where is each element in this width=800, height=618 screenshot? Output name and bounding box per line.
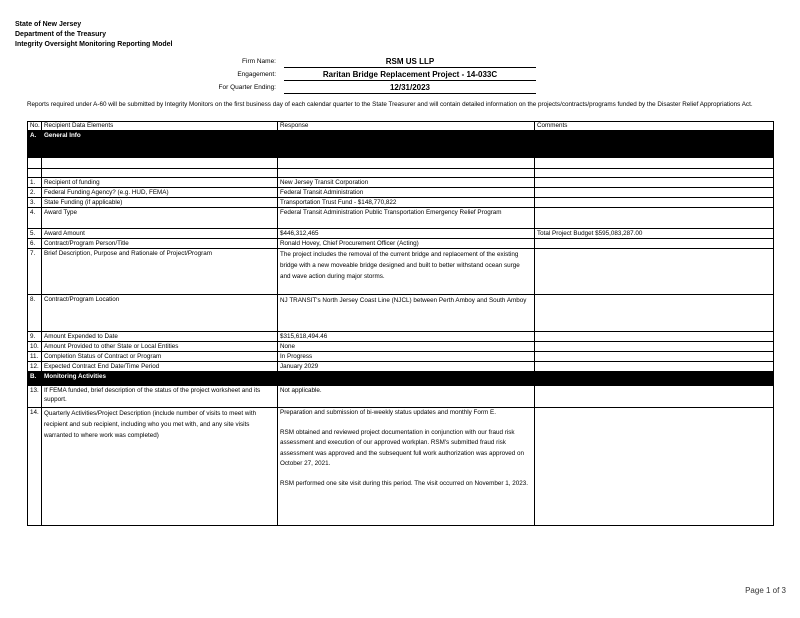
- report-table: [27, 121, 774, 526]
- row-response: None: [278, 342, 535, 352]
- row-element: Contract/Program Location: [42, 295, 278, 332]
- row-element: Recipient of funding: [42, 178, 278, 188]
- table-row: [28, 188, 774, 198]
- row-comment: [535, 332, 774, 342]
- section-a-letter: A.: [28, 131, 42, 158]
- row-element: Quarterly Activities/Project Description (include number of visits to meet with recipient and sub recipient, including who you met with, and any site visits warranted to where work was completed): [42, 408, 278, 526]
- table-row: [28, 386, 774, 408]
- engagement-row: [200, 68, 536, 81]
- document-header: [15, 20, 173, 50]
- row-element: Expected Contract End Date/Time Period: [42, 362, 278, 372]
- row-comment: [535, 295, 774, 332]
- row-response: NJ TRANSIT's North Jersey Coast Line (NJCL) between Perth Amboy and South Amboy: [278, 295, 535, 332]
- table-row: [28, 198, 774, 208]
- row-element: Amount Provided to other State or Local Entities: [42, 342, 278, 352]
- row-response: Federal Transit Administration: [278, 188, 535, 198]
- quarter-label: For Quarter Ending:: [218, 84, 276, 91]
- column-header-row: [28, 122, 774, 131]
- row-response: New Jersey Transit Corporation: [278, 178, 535, 188]
- row-comment: [535, 408, 774, 526]
- row-element: Amount Expended to Date: [42, 332, 278, 342]
- row-comment: [535, 239, 774, 249]
- row-number: 6.: [28, 239, 42, 249]
- row-response: Ronald Hovey, Chief Procurement Officer (Acting): [278, 239, 535, 249]
- table-row: [28, 352, 774, 362]
- blank-row: [28, 169, 774, 178]
- row-number: 13.: [28, 386, 42, 408]
- row-element: Federal Funding Agency? (e.g. HUD, FEMA): [42, 188, 278, 198]
- firm-name-value: RSM US LLP: [284, 56, 536, 68]
- row-number: 7.: [28, 249, 42, 295]
- col-comments-header: Comments: [535, 122, 774, 131]
- section-a-row: [28, 131, 774, 158]
- row-response: [278, 408, 535, 526]
- section-b-row: [28, 372, 774, 386]
- row-number: 11.: [28, 352, 42, 362]
- row-response: January 2029: [278, 362, 535, 372]
- row-number: 5.: [28, 229, 42, 239]
- row-comment: [535, 249, 774, 295]
- row-element: Completion Status of Contract or Program: [42, 352, 278, 362]
- row-number: 2.: [28, 188, 42, 198]
- row-comment: [535, 208, 774, 229]
- section-b-letter: B.: [28, 372, 42, 386]
- firm-name-row: [200, 55, 536, 68]
- row-number: 1.: [28, 178, 42, 188]
- row-element: Contract/Program Person/Title: [42, 239, 278, 249]
- row-number: 4.: [28, 208, 42, 229]
- row-response: Federal Transit Administration Public Transportation Emergency Relief Program: [278, 208, 535, 229]
- table-row: [28, 342, 774, 352]
- row-response: $315,618,494.46: [278, 332, 535, 342]
- engagement-label: Engagement:: [237, 71, 276, 78]
- row-response: Transportation Trust Fund - $148,770,822: [278, 198, 535, 208]
- response-paragraph: Preparation and submission of bi-weekly status updates and monthly Form E.: [280, 409, 496, 416]
- header-state: State of New Jersey: [15, 21, 82, 28]
- row-response: $446,312,465: [278, 229, 535, 239]
- row-number: 10.: [28, 342, 42, 352]
- row-comment: [535, 342, 774, 352]
- col-elements-header: Recipient Data Elements: [42, 122, 278, 131]
- table-row: [28, 229, 774, 239]
- table-row: [28, 239, 774, 249]
- row-response: The project includes the removal of the current bridge and replacement of the existing bridge with a new moveable bridge designed and built to better withstand ocean surge and wave action during major storms.: [278, 249, 535, 295]
- table-row: [28, 295, 774, 332]
- row-response: In Progress: [278, 352, 535, 362]
- section-a-title: General Info: [42, 131, 774, 158]
- intro-paragraph: Reports required under A-60 will be submitted by Integrity Monitors on the first business day of each calendar quarter to the State Treasurer and will contain detailed information on the projects/contracts/programs funded by the Disaster Relief Appropriations Act.: [27, 101, 753, 108]
- row-element: Brief Description, Purpose and Rationale of Project/Program: [42, 249, 278, 295]
- row-comment: [535, 362, 774, 372]
- quarter-value: 12/31/2023: [284, 82, 536, 94]
- col-no-header: No.: [28, 122, 42, 131]
- page-number: Page 1 of 3: [745, 586, 786, 595]
- col-response-header: Response: [278, 122, 535, 131]
- row-comment: [535, 198, 774, 208]
- table-row: [28, 362, 774, 372]
- table-row: [28, 208, 774, 229]
- table-row: [28, 408, 774, 526]
- table-row: [28, 249, 774, 295]
- row-number: 8.: [28, 295, 42, 332]
- header-department: Department of the Treasury: [15, 31, 107, 38]
- firm-name-label: Firm Name:: [242, 58, 276, 65]
- row-comment: Total Project Budget $595,083,287.00: [535, 229, 774, 239]
- row-comment: [535, 386, 774, 408]
- table-row: [28, 332, 774, 342]
- row-number: 9.: [28, 332, 42, 342]
- header-model: Integrity Oversight Monitoring Reporting Model: [15, 41, 173, 48]
- engagement-value: Raritan Bridge Replacement Project - 14-033C: [284, 69, 536, 81]
- table-row: [28, 178, 774, 188]
- response-paragraph: RSM obtained and reviewed project documentation in conjunction with our fraud risk assessment and execution of our approved workplan. RSM's submitted fraud risk assessment was approved and the subsequent full work authorization was approved on October 27, 2021.: [280, 428, 524, 467]
- row-number: 14.: [28, 408, 42, 526]
- row-comment: [535, 178, 774, 188]
- row-element: If FEMA funded, brief description of the status of the project worksheet and its support.: [42, 386, 278, 408]
- blank-row: [28, 158, 774, 169]
- row-comment: [535, 188, 774, 198]
- row-comment: [535, 352, 774, 362]
- quarter-row: [200, 81, 536, 94]
- row-response: Not applicable.: [278, 386, 535, 408]
- row-element: State Funding (if applicable): [42, 198, 278, 208]
- row-number: 3.: [28, 198, 42, 208]
- row-element: Award Amount: [42, 229, 278, 239]
- row-element: Award Type: [42, 208, 278, 229]
- row-number: 12.: [28, 362, 42, 372]
- response-paragraph: RSM performed one site visit during this period. The visit occurred on November 1, 2023.: [280, 479, 529, 487]
- section-b-title: Monitoring Activities: [42, 372, 774, 386]
